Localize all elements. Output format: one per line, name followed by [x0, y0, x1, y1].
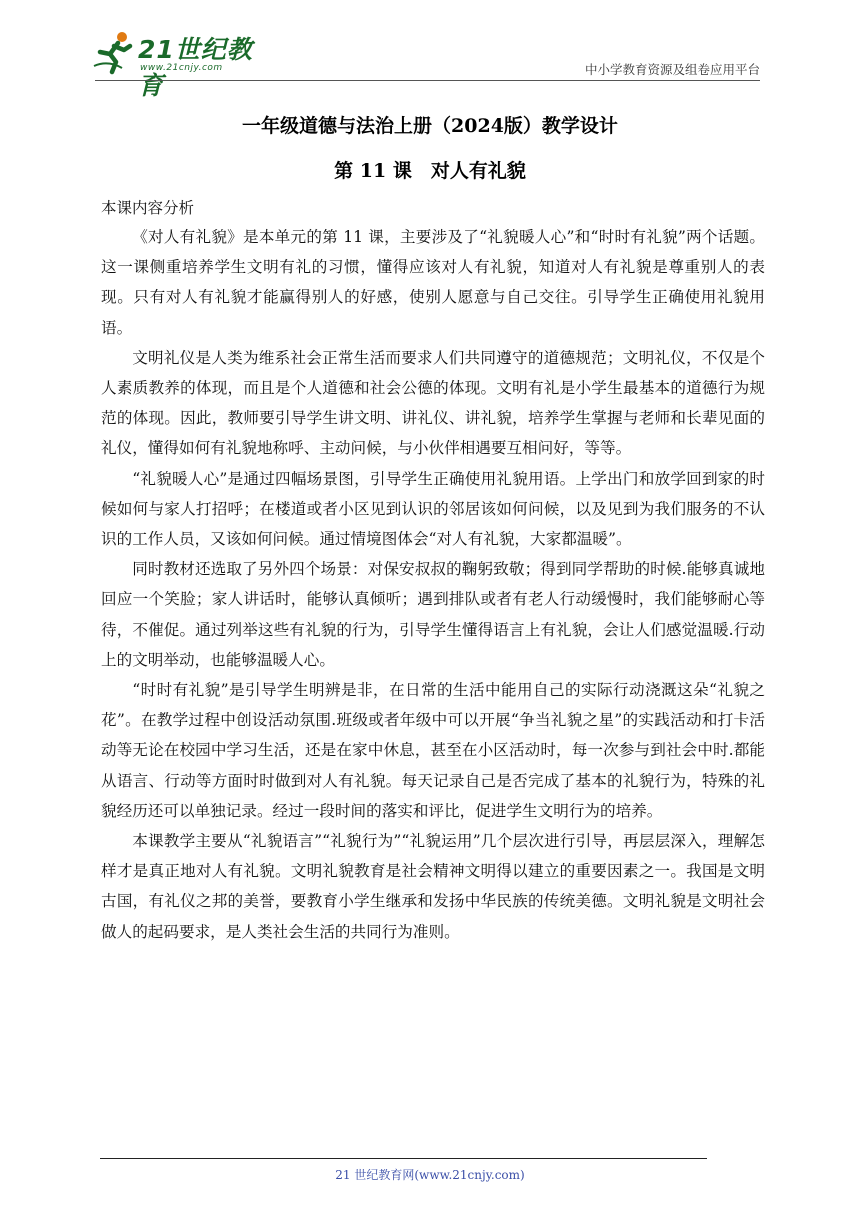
logo-text: 21世纪教育	[138, 35, 253, 100]
paragraph: 同时教材还选取了另外四个场景：对保安叔叔的鞠躬致敬；得到同学帮助的时候.能够真诚地回应一个笑脸；家人讲话时，能够认真倾听；遇到排队或者有老人行动缓慢时，我们能够耐心等待，不催促。通过列举这些有礼貌的行为，引导学生懂得语言上有礼貌，会让人们感觉温暖.行动上的文明举动，也能够温暖人心。	[101, 560, 765, 669]
platform-tagline: 中小学教育资源及组卷应用平台	[584, 62, 760, 77]
site-logo[interactable]	[92, 30, 262, 100]
logo-url: www.21cnjy.com	[140, 63, 223, 73]
footer-divider	[100, 1158, 707, 1159]
page-header	[0, 0, 860, 100]
runner-logo-icon	[92, 30, 138, 76]
paragraph: 文明礼仪是人类为维系社会正常生活而要求人们共同遵守的道德规范；文明礼仪，不仅是个人素质教养的体现，而且是个人道德和社会公德的体现。文明有礼是小学生最基本的道德行为规范的体现。因此，教师要引导学生讲文明、讲礼仪、讲礼貌，培养学生掌握与老师和长辈见面的礼仪，懂得如何有礼貌地称呼、主动问候，与小伙伴相遇要互相问好，等等。	[101, 348, 765, 458]
document-title: 一年级道德与法治上册（2024版）教学设计	[242, 115, 618, 137]
paragraph: “礼貌暖人心”是通过四幅场景图，引导学生正确使用礼貌用语。上学出门和放学回到家的时候如何与家人打招呼；在楼道或者小区见到认识的邻居该如何问候，以及见到为我们服务的不认识的工作人员，又该如何问候。通过情境图体会“对人有礼貌，大家都温暖”。	[101, 469, 765, 549]
footer-link[interactable]: 21 世纪教育网(www.21cnjy.com)	[335, 1168, 525, 1182]
header-divider	[95, 80, 760, 81]
section-heading: 本课内容分析	[101, 199, 195, 217]
paragraph: “时时有礼貌”是引导学生明辨是非，在日常的生活中能用自己的实际行动浇溉这朵“礼貌之花”。在教学过程中创设活动氛围.班级或者年级中可以开展“争当礼貌之星”的实践活动和打卡活动等无论在校园中学习生活，还是在家中休息，甚至在小区活动时，每一次参与到社会中时.都能从语言、行动等方面时时做到对人有礼貌。每天记录自己是否完成了基本的礼貌行为，特殊的礼貌经历还可以单独记录。经过一段时间的落实和评比，促进学生文明行为的培养。	[101, 681, 765, 820]
paragraph: 本课教学主要从“礼貌语言”“礼貌行为”“礼貌运用”几个层次进行引导，再层层深入，理解怎样才是真正地对人有礼貌。文明礼貌教育是社会精神文明得以建立的重要因素之一。我国是文明古国，有礼仪之邦的美誉，要教育小学生继承和发扬中华民族的传统美德。文明礼貌是文明社会做人的起码要求，是人类社会生活的共同行为准则。	[101, 832, 765, 941]
paragraph: 《对人有礼貌》是本单元的第 11 课，主要涉及了“礼貌暖人心”和“时时有礼貌”两个话题。这一课侧重培养学生文明有礼的习惯，懂得应该对人有礼貌，知道对人有礼貌是尊重别人的表现。只有对人有礼貌才能赢得别人的好感，使别人愿意与自己交往。引导学生正确使用礼貌用语。	[101, 228, 765, 337]
document-body	[101, 222, 765, 947]
lesson-title: 第 11 课 对人有礼貌	[334, 160, 526, 182]
